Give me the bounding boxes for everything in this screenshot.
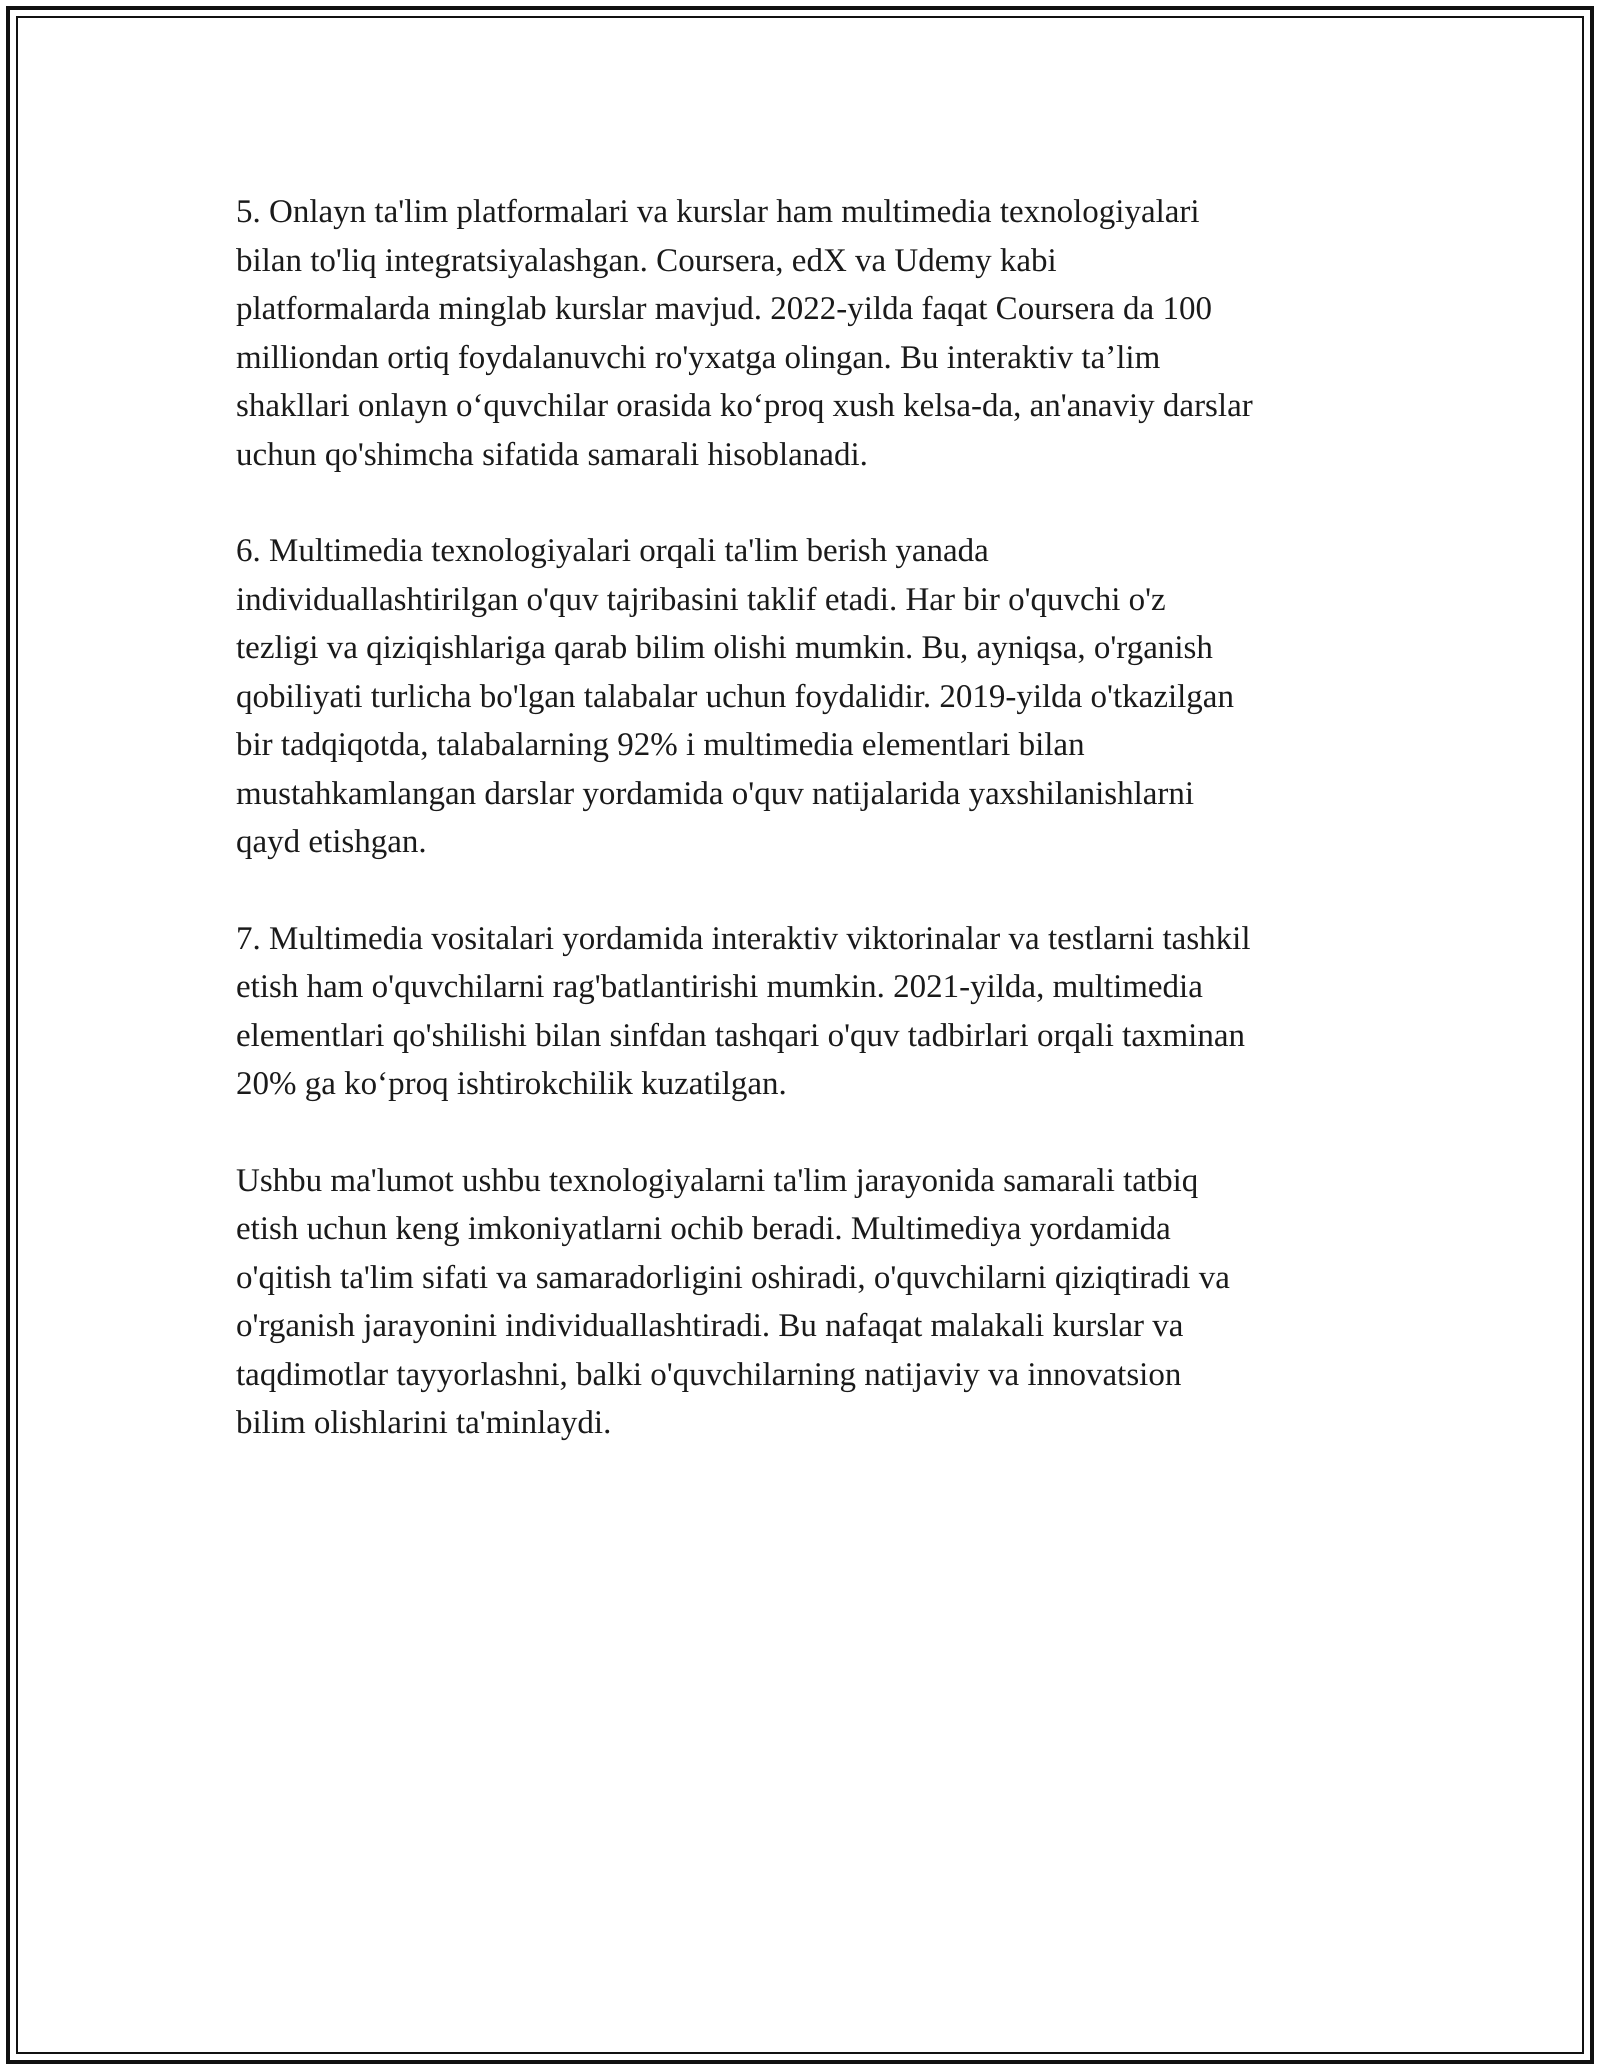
paragraph-interactive-quizzes: 7. Multimedia vositalari yordamida interaktiv viktorinalar va testlarni tashkil etish ham o'quvchilarni rag'batlantirishi mumkin. 2021-yilda, multimedia elementlari qo'shilishi bilan sinfdan tashqari o'quv tadbirlari orqali taxminan 20% ga ko‘proq ishtirokchilik kuzatilgan.	[236, 920, 1251, 1102]
paragraph-online-platforms: 5. Onlayn ta'lim platformalari va kurslar ham multimedia texnologiyalari bilan to'liq integratsiyalashgan. Coursera, edX va Udemy kabi platformalarda minglab kurslar mavjud. 2022-yilda faqat Coursera da 100 milliondan ortiq foydalanuvchi ro'yxatga olingan. Bu interaktiv ta’lim shakllari onlayn o‘quvchilar orasida ko‘proq xush kelsa-da, an'anaviy darslar uchun qo'shimcha sifatida samarali hisoblanadi.	[236, 194, 1253, 473]
paragraph-individualized-learning: 6. Multimedia texnologiyalari orqali ta'lim berish yanada individuallashtirilgan o'quv tajribasini taklif etadi. Har bir o'quvchi o'z tezligi va qiziqishlariga qarab bilim olishi mumkin. Bu, ayniqsa, o'rganish qobiliyati turlicha bo'lgan talabalar uchun foydalidir. 2019-yilda o'tkazilgan bir tadqiqotda, talabalarning 92% i multimedia elementlari bilan mustahkamlangan darslar yordamida o'quv natijalarida yaxshilanishlarni qayd etishgan.	[236, 533, 1234, 860]
paragraph-conclusion: Ushbu ma'lumot ushbu texnologiyalarni ta'lim jarayonida samarali tatbiq etish uchun keng imkoniyatlarni ochib beradi. Multimediya yordamida o'qitish ta'lim sifati va samaradorligini oshiradi, o'quvchilarni qiziqtiradi va o'rganish jarayonini individuallashtiradi. Bu nafaqat malakali kurslar va taqdimotlar tayyorlashni, balki o'quvchilarning natijaviy va innovatsion bilim olishlarini ta'minlaydi.	[236, 1162, 1230, 1441]
document-body	[236, 188, 1386, 1448]
